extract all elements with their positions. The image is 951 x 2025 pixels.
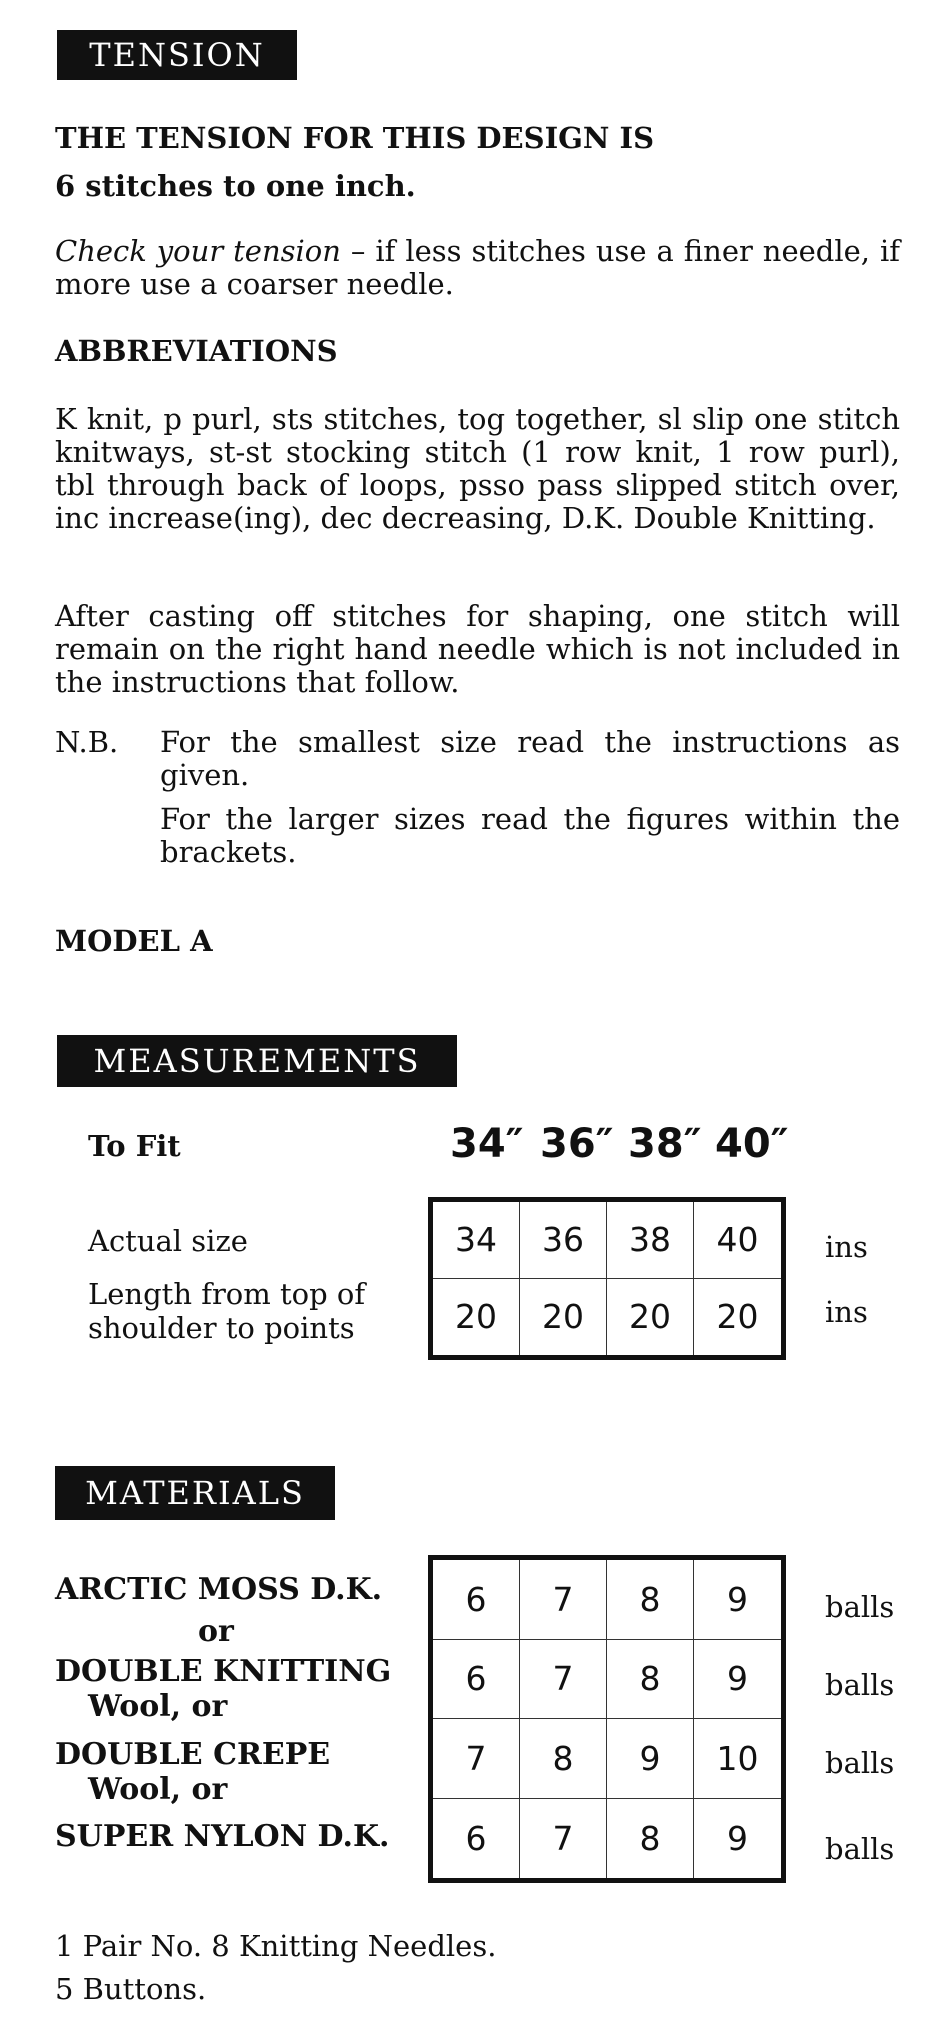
table-cell: 10 [694, 1719, 781, 1799]
table-cell: 6 [433, 1640, 520, 1720]
materials-banner-label: MATERIALS [85, 1474, 305, 1512]
tension-banner-label: TENSION [89, 36, 265, 74]
actual-size-unit: ins [825, 1230, 868, 1264]
double-crepe-wool: Wool, or [88, 1772, 228, 1807]
size-heading-40: 40″ [715, 1121, 789, 1167]
table-cell: 9 [694, 1560, 781, 1640]
table-cell: 6 [433, 1799, 520, 1879]
length-unit: ins [825, 1295, 868, 1329]
table-cell: 7 [520, 1640, 607, 1720]
table-cell: 38 [607, 1202, 694, 1279]
table-cell: 8 [607, 1640, 694, 1720]
tension-check-italic: Check your tension [55, 234, 341, 268]
double-crepe-unit: balls [825, 1746, 895, 1780]
nb-label: N.B. [55, 725, 119, 759]
super-nylon-unit: balls [825, 1832, 895, 1866]
table-cell: 36 [520, 1202, 607, 1279]
double-knitting-wool: Wool, or [88, 1689, 228, 1724]
tension-check-rest: – if less stitches use a finer needle, if more use a coarser needle. [55, 234, 900, 301]
actual-size-label: Actual size [88, 1224, 248, 1258]
table-cell: 6 [433, 1560, 520, 1640]
size-heading-34: 34″ [450, 1121, 524, 1167]
tension-banner [57, 30, 297, 80]
abbreviations-heading: ABBREVIATIONS [55, 334, 338, 368]
table-cell: 20 [607, 1279, 694, 1356]
table-cell: 7 [520, 1560, 607, 1640]
double-knitting-unit: balls [825, 1668, 895, 1702]
materials-table [428, 1555, 786, 1883]
table-cell: 20 [433, 1279, 520, 1356]
tension-heading: THE TENSION FOR THIS DESIGN IS [55, 121, 655, 155]
buttons-note: 5 Buttons. [55, 1972, 207, 2006]
arctic-moss-unit: balls [825, 1590, 895, 1624]
measurements-banner-label: MEASUREMENTS [93, 1042, 421, 1080]
table-cell: 7 [520, 1799, 607, 1879]
size-heading-38: 38″ [628, 1121, 702, 1167]
double-crepe-label: DOUBLE CREPE [55, 1737, 331, 1772]
casting-off-note: After casting off stitches for shaping, one stitch will remain on the right hand needle which is not included in the instructions that follow. [55, 599, 900, 699]
double-knitting-label: DOUBLE KNITTING [55, 1654, 392, 1689]
table-cell: 20 [520, 1279, 607, 1356]
abbreviations-text: K knit, p purl, sts stitches, tog together, sl slip one stitch knitways, st-st stocking stitch (1 row knit, 1 row purl), tbl through back of loops, psso pass slipped stitch over, inc increase(ing), dec decreasing, D.K. Double Knitting. [55, 402, 900, 535]
table-cell: 9 [607, 1719, 694, 1799]
super-nylon-label: SUPER NYLON D.K. [55, 1819, 390, 1854]
measurements-banner [57, 1035, 457, 1087]
table-cell: 40 [694, 1202, 781, 1279]
needles-note: 1 Pair No. 8 Knitting Needles. [55, 1929, 497, 1963]
tension-gauge: 6 stitches to one inch. [55, 169, 416, 203]
nb-smallest-size: For the smallest size read the instructions as given. [160, 725, 900, 792]
arctic-moss-or: or [198, 1614, 234, 1649]
materials-banner [55, 1466, 335, 1520]
measurements-table [428, 1197, 786, 1360]
nb-larger-sizes: For the larger sizes read the figures within the brackets. [160, 802, 900, 869]
model-title: MODEL A [55, 924, 213, 958]
tension-check-note [55, 235, 900, 301]
table-cell: 34 [433, 1202, 520, 1279]
table-cell: 9 [694, 1640, 781, 1720]
table-cell: 8 [607, 1799, 694, 1879]
arctic-moss-label: ARCTIC MOSS D.K. [55, 1572, 383, 1607]
length-label-line2: shoulder to points [88, 1311, 355, 1345]
table-cell: 20 [716, 1297, 759, 1337]
size-heading-36: 36″ [540, 1121, 614, 1167]
table-cell: 7 [433, 1719, 520, 1799]
table-cell: 8 [607, 1560, 694, 1640]
table-cell: 8 [520, 1719, 607, 1799]
length-label-line1: Length from top of [88, 1277, 366, 1311]
table-cell: 9 [727, 1818, 748, 1858]
to-fit-label: To Fit [88, 1129, 181, 1163]
